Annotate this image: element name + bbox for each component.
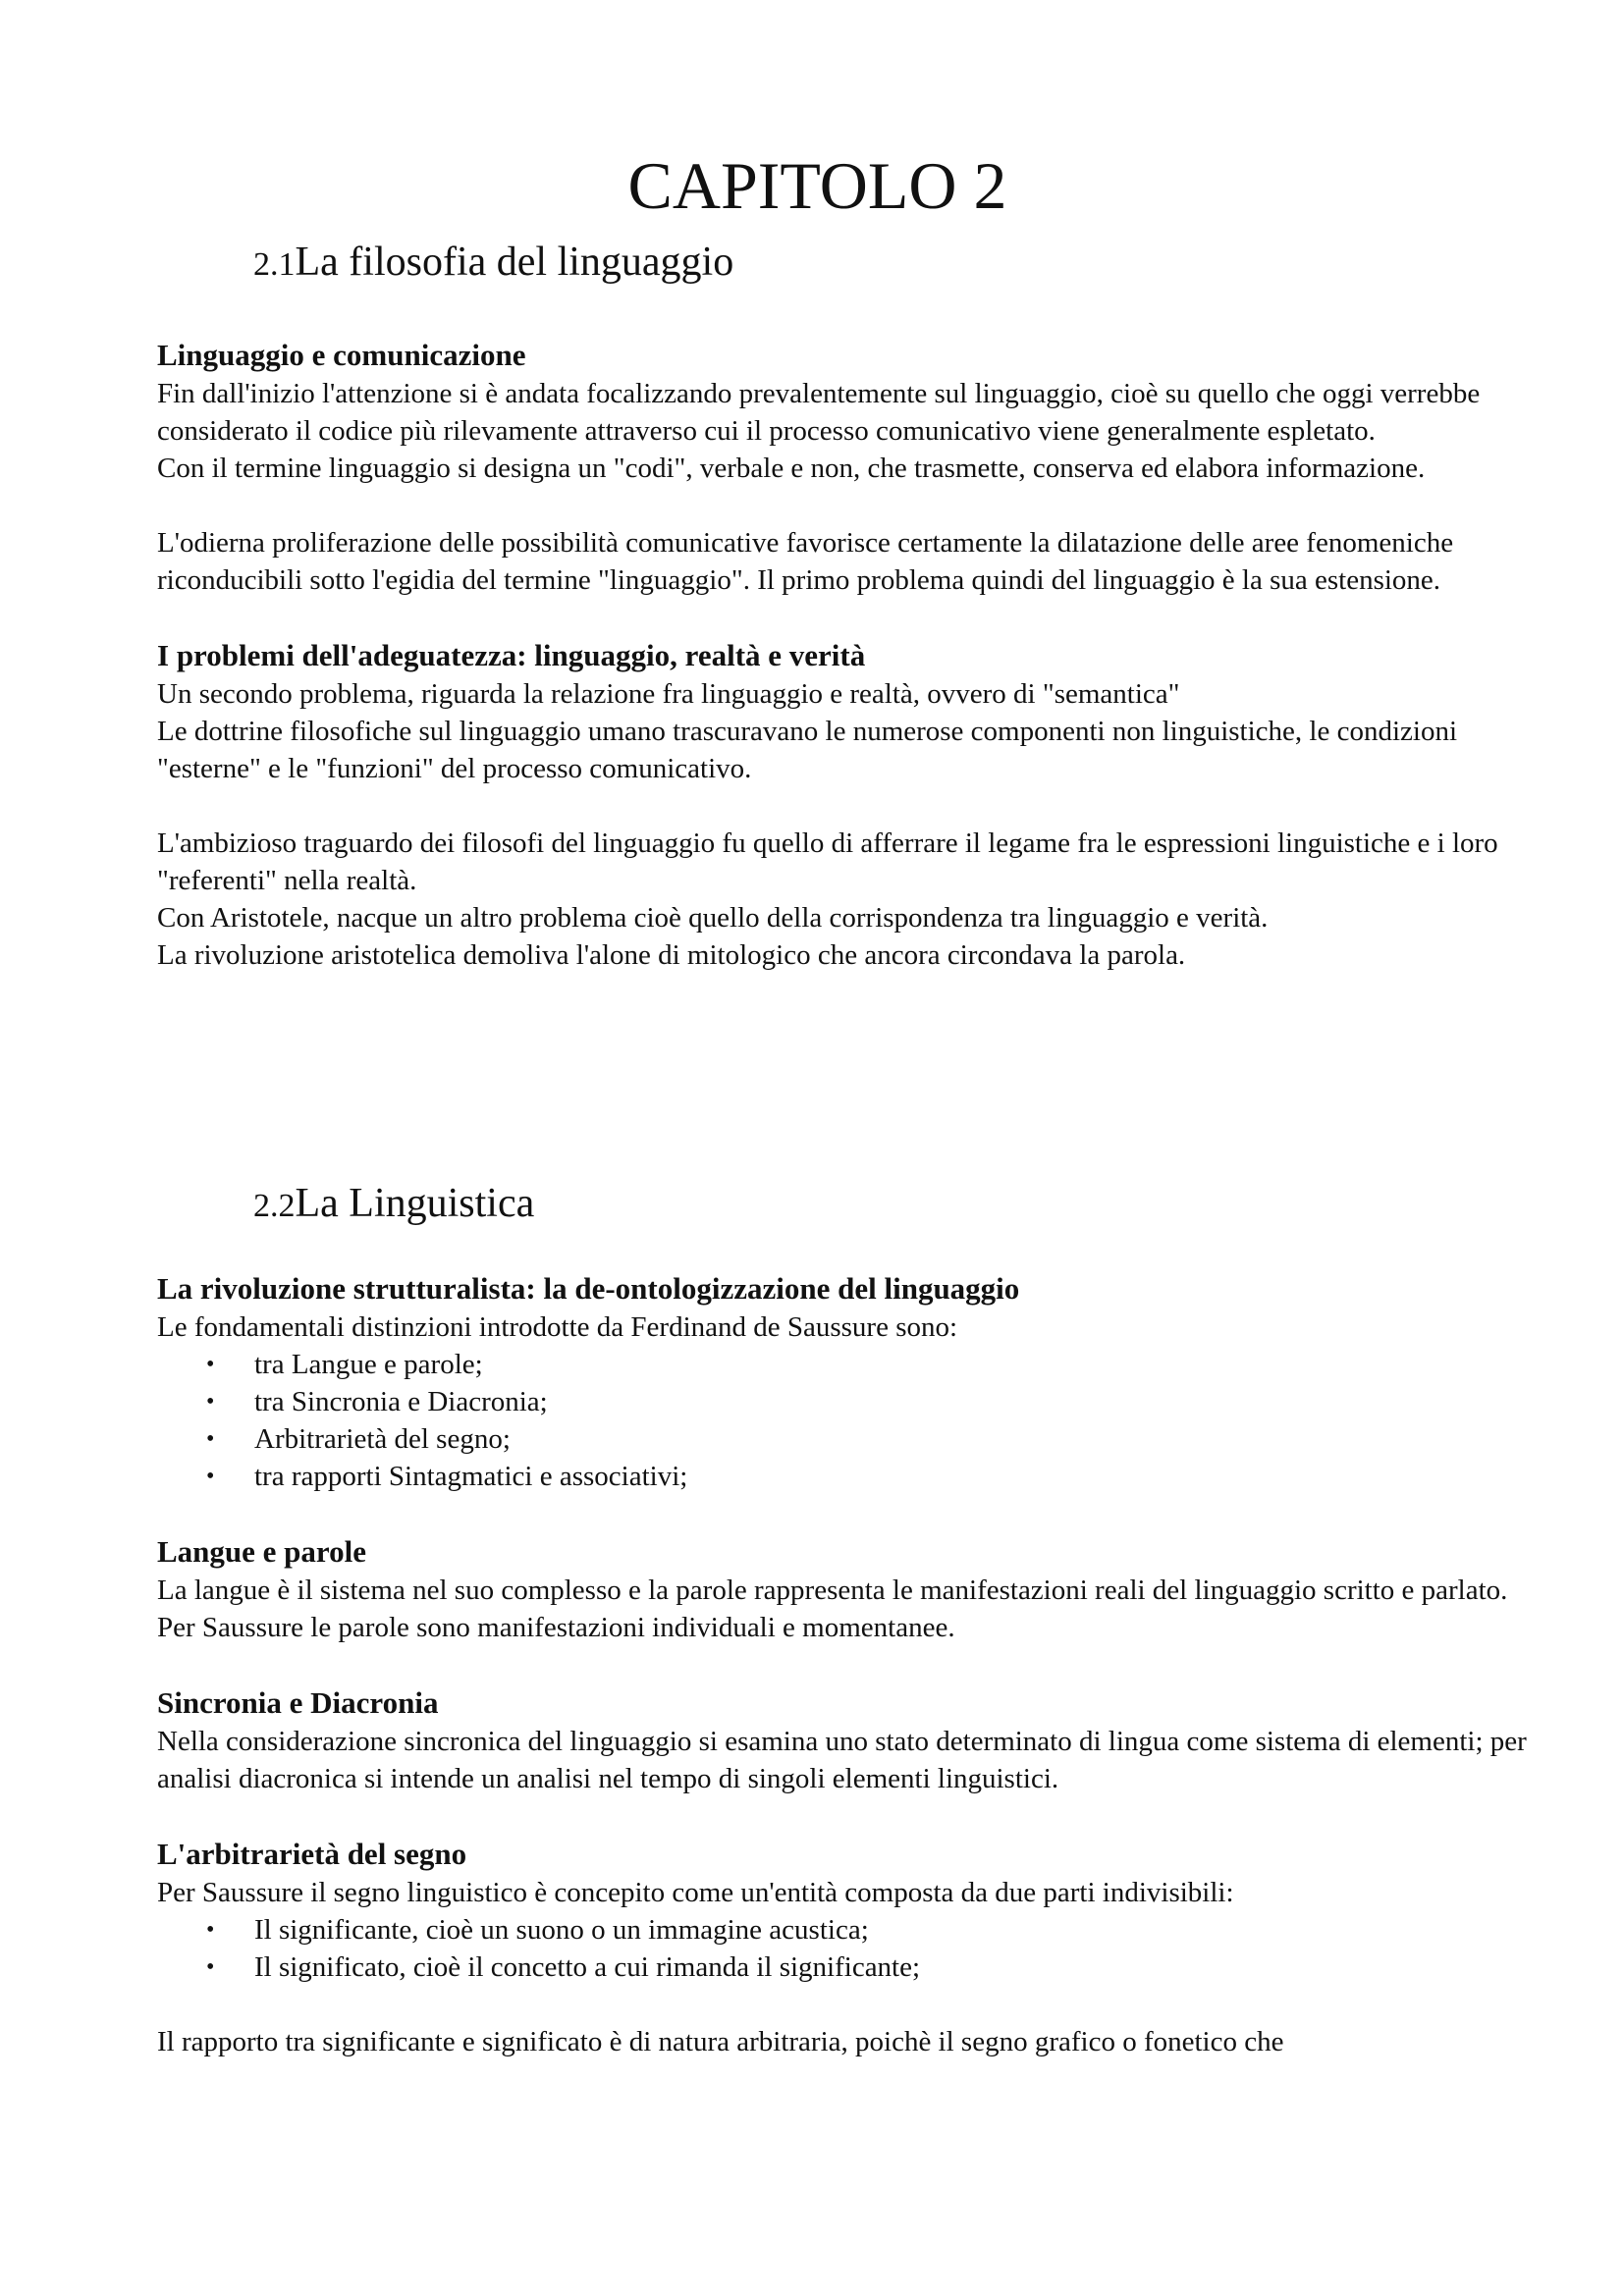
paragraph: Per Saussure il segno linguistico è concepito come un'entità composta da due parti indivisibili: (157, 1877, 1234, 1908)
saussure-distinctions-list (157, 1346, 1532, 1495)
paragraph: La langue è il sistema nel suo complesso e la parole rappresenta le manifestazioni reali del linguaggio scritto e parlato. Per Saussure le parole sono manifestazioni individuali e momentanee. (157, 1575, 1508, 1643)
spacer (157, 1797, 1532, 1835)
list-item: • Il significato, cioè il concetto a cui rimanda il significante; (206, 1949, 1532, 1986)
spacer (157, 1986, 1532, 2023)
spacer (157, 787, 1532, 825)
section-2-body (157, 1269, 1532, 2060)
paragraph: L'odierna proliferazione delle possibilità comunicative favorisce certamente la dilatazione delle aree fenomeniche riconducibili sotto l'egidia del termine "linguaggio". Il primo problema quindi del linguaggio è la sua estensione. (157, 527, 1454, 596)
bullet-icon: • (206, 1426, 215, 1452)
paragraph: Il rapporto tra significante e significato è di natura arbitraria, poichè il segno grafico o fonetico che (157, 2026, 1284, 2057)
bullet-icon: • (206, 1917, 215, 1943)
paragraph: Le dottrine filosofiche sul linguaggio umano trascuravano le numerose componenti non linguistiche, le condizioni "esterne" e le "funzioni" del processo comunicativo. (157, 716, 1458, 784)
paragraph: Con Aristotele, nacque un altro problema cioè quello della corrispondenza tra linguaggio e verità. (157, 902, 1269, 934)
subheading-arbitrarieta: L'arbitrarietà del segno (157, 1837, 467, 1871)
subheading-sincronia-diacronia: Sincronia e Diacronia (157, 1685, 439, 1720)
paragraph: Un secondo problema, riguarda la relazione fra linguaggio e realtà, ovvero di "semantica" (157, 678, 1180, 710)
spacer (157, 599, 1532, 636)
list-item: • Arbitrarietà del segno; (206, 1420, 1532, 1458)
bullet-icon: • (206, 1464, 215, 1489)
section-number: 2.2 (253, 1188, 296, 1224)
subheading-langue-parole: Langue e parole (157, 1534, 366, 1569)
spacer (157, 1646, 1532, 1683)
paragraph: La rivoluzione aristotelica demoliva l'alone di mitologico che ancora circondava la parola. (157, 939, 1186, 971)
section-heading-2-1 (253, 241, 733, 283)
section-heading-2-2 (253, 1183, 534, 1224)
paragraph: Nella considerazione sincronica del linguaggio si esamina uno stato determinato di lingua come sistema di elementi; per analisi diacronica si intende un analisi nel tempo di singoli elementi linguistici. (157, 1726, 1527, 1794)
list-item: • tra Sincronia e Diacronia; (206, 1383, 1532, 1420)
subheading-rivoluzione-strutturalista: La rivoluzione strutturalista: la de-ontologizzazione del linguaggio (157, 1271, 1020, 1306)
spacer (157, 1495, 1532, 1532)
section-title: La Linguistica (295, 1181, 535, 1226)
list-item: • tra rapporti Sintagmatici e associativi; (206, 1458, 1532, 1495)
paragraph: L'ambizioso traguardo dei filosofi del linguaggio fu quello di afferrare il legame fra le espressioni linguistiche e i loro "referenti" nella realtà. (157, 828, 1498, 896)
chapter-title: CAPITOLO 2 (627, 148, 1007, 223)
bullet-icon: • (206, 1389, 215, 1415)
list-item: • tra Langue e parole; (206, 1346, 1532, 1383)
list-item: • Il significante, cioè un suono o un immagine acustica; (206, 1911, 1532, 1949)
section-title: La filosofia del linguaggio (295, 240, 734, 285)
bullet-icon: • (206, 1954, 215, 1980)
paragraph: Fin dall'inizio l'attenzione si è andata focalizzando prevalentemente sul linguaggio, cioè su quello che oggi verrebbe considerato il codice più rilevamente attraverso cui il processo comunicativo viene generalmente espletato. (157, 378, 1481, 447)
subheading-linguaggio-comunicazione: Linguaggio e comunicazione (157, 338, 526, 372)
paragraph: Le fondamentali distinzioni introdotte da Ferdinand de Saussure sono: (157, 1311, 958, 1343)
bullet-icon: • (206, 1352, 215, 1377)
subheading-adeguatezza: I problemi dell'adeguatezza: linguaggio, realtà e verità (157, 638, 866, 672)
spacer (157, 487, 1532, 524)
segno-parts-list (157, 1911, 1532, 1986)
paragraph: Con il termine linguaggio si designa un "codi", verbale e non, che trasmette, conserva ed elabora informazione. (157, 453, 1426, 484)
section-1-body (157, 336, 1532, 974)
section-number: 2.1 (253, 246, 296, 283)
